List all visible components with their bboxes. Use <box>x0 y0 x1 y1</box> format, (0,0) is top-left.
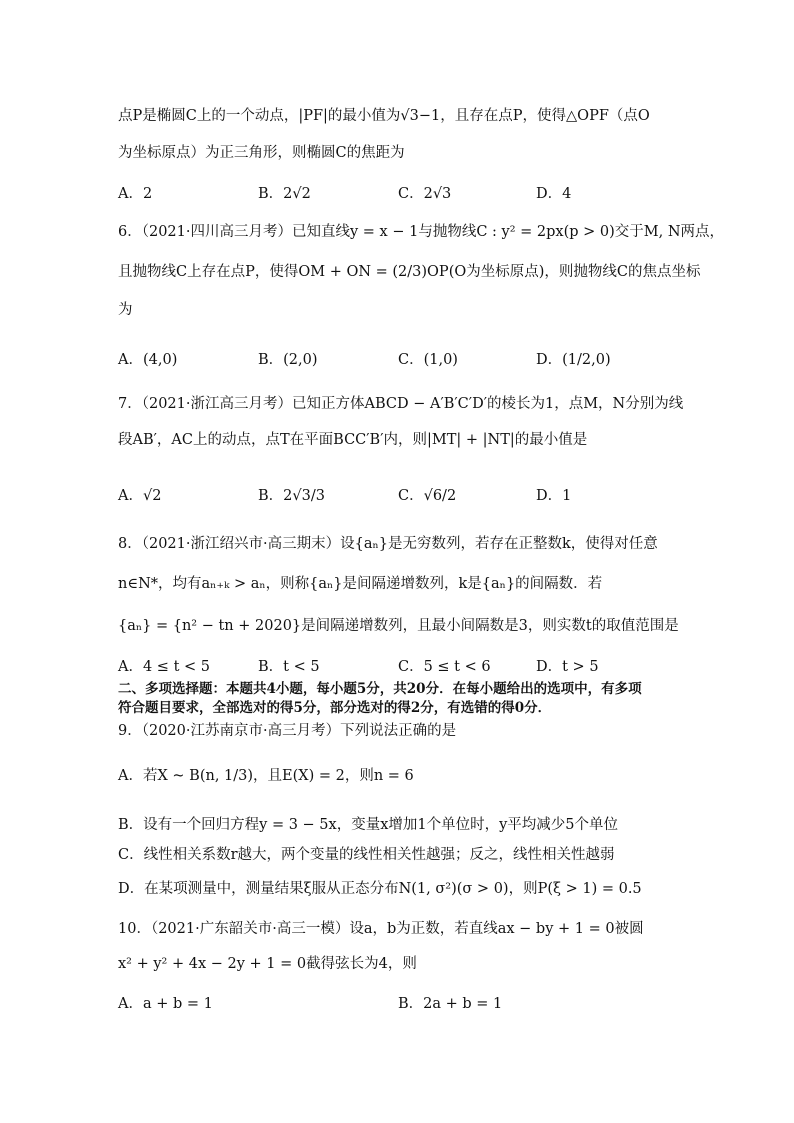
q9-option-d: D．在某项测量中，测量结果ξ服从正态分布N(1, σ²)(σ > 0)，则P(ξ > 1) = 0.5 <box>118 881 642 897</box>
q7-option-d: D．1 <box>536 488 572 504</box>
q8-option-a: A．4 ≤ t < 5 <box>118 659 210 675</box>
q8-line-1: 8．（2021·浙江绍兴市·高三期末）设{aₙ}是无穷数列，若存在正整数k，使得对任意 <box>118 536 658 552</box>
section-2-heading-line-2: 符合题目要求，全部选对的得5分，部分选对的得2分，有选错的得0分． <box>118 700 552 716</box>
q6-option-a: A．(4,0) <box>118 352 178 368</box>
q10-line-1: 10．（2021·广东韶关市·高三一模）设a，b为正数，若直线ax − by + 1 = 0被圆 <box>118 921 644 937</box>
q9-option-c: C．线性相关系数r越大，两个变量的线性相关性越强；反之，线性相关性越弱 <box>118 847 615 863</box>
q6-line-1: 6．（2021·四川高三月考）已知直线y = x − 1与抛物线C : y² = 2px(p > 0)交于M, N两点， <box>118 224 725 240</box>
q6-line-3: 为 <box>118 302 133 318</box>
q7-option-b: B．2√3/3 <box>258 488 325 504</box>
q5-option-d: D．4 <box>536 186 572 202</box>
q7-option-a: A．√2 <box>118 488 162 504</box>
q5-line-1: 点P是椭圆C上的一个动点，|PF|的最小值为√3−1，且存在点P，使得△OPF（点O <box>118 108 650 124</box>
q10-option-b: B．2a + b = 1 <box>398 996 503 1012</box>
q6-option-d: D．(1/2,0) <box>536 352 611 368</box>
q10-line-2: x² + y² + 4x − 2y + 1 = 0截得弦长为4，则 <box>118 956 417 972</box>
q6-option-c: C．(1,0) <box>398 352 458 368</box>
q5-option-a: A．2 <box>118 186 153 202</box>
q7-line-1: 7．（2021·浙江高三月考）已知正方体ABCD − A′B′C′D′的棱长为1，点M，N分别为线 <box>118 396 684 412</box>
q9-option-b: B．设有一个回归方程y = 3 − 5x，变量x增加1个单位时，y平均减少5个单位 <box>118 817 619 833</box>
q5-option-c: C．2√3 <box>398 186 452 202</box>
q9-line-1: 9．（2020·江苏南京市·高三月考）下列说法正确的是 <box>118 723 457 739</box>
section-2-heading-line-1: 二、多项选择题：本题共4小题，每小题5分，共20分．在每小题给出的选项中，有多项 <box>118 681 642 697</box>
q7-option-c: C．√6/2 <box>398 488 457 504</box>
q6-line-2: 且抛物线C上存在点P，使得OM + ON = (2/3)OP(O为坐标原点)，则抛物线C的焦点坐标 <box>118 264 701 280</box>
q8-option-c: C．5 ≤ t < 6 <box>398 659 491 675</box>
q7-line-2: 段AB′，AC上的动点，点T在平面BCC′B′内，则|MT| + |NT|的最小值是 <box>118 432 588 448</box>
q9-option-a: A．若X ~ B(n, 1/3)，且E(X) = 2，则n = 6 <box>118 768 414 784</box>
q8-option-b: B．t < 5 <box>258 659 320 675</box>
q10-option-a: A．a + b = 1 <box>118 996 213 1012</box>
q8-line-2: n∈N*，均有aₙ₊ₖ > aₙ，则称{aₙ}是间隔递增数列，k是{aₙ}的间隔数．若 <box>118 576 603 592</box>
q5-option-b: B．2√2 <box>258 186 311 202</box>
q6-option-b: B．(2,0) <box>258 352 318 368</box>
q5-line-2: 为坐标原点）为正三角形，则椭圆C的焦距为 <box>118 145 405 161</box>
q8-option-d: D．t > 5 <box>536 659 599 675</box>
q8-line-3: {aₙ} = {n² − tn + 2020}是间隔递增数列，且最小间隔数是3，则实数t的取值范围是 <box>118 618 679 634</box>
